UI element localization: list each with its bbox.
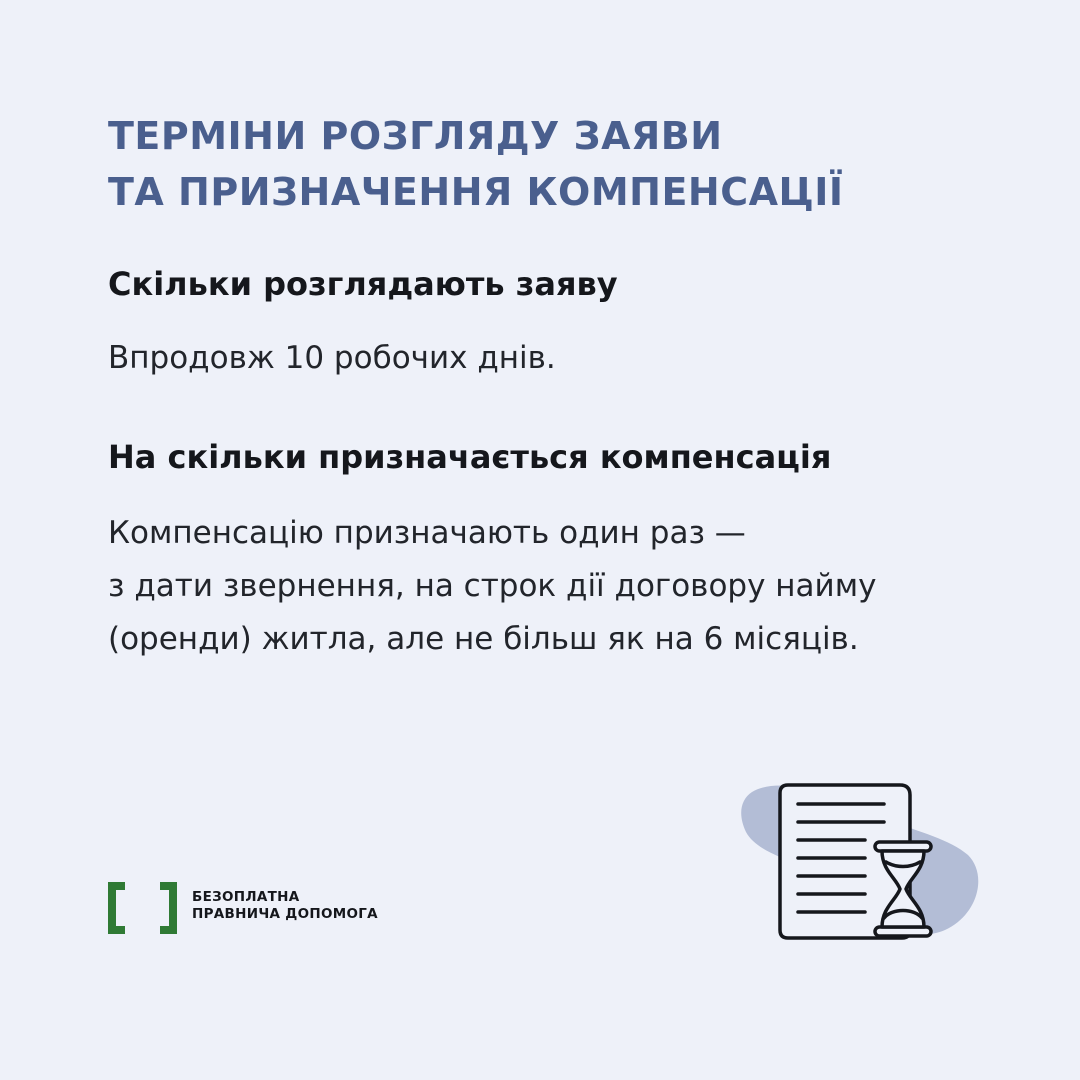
- free-legal-aid-logo: [108, 882, 408, 934]
- section-text-compensation-period: [108, 507, 876, 666]
- text-line: Компенсацію призначають один раз —: [108, 515, 746, 551]
- page-title: [108, 108, 988, 220]
- document-hourglass-illustration: [730, 770, 990, 960]
- text-line: з дати звернення, на строк дії договору найму: [108, 568, 877, 604]
- section-heading-review-time: Скільки розглядають заяву: [108, 265, 618, 303]
- section-text-review-time: [108, 332, 556, 385]
- logo-text-line-2: ПРАВНИЧА ДОПОМОГА: [192, 906, 378, 922]
- logo-bracket-left-icon: [108, 882, 125, 934]
- text-line: Впродовж 10 робочих днів.: [108, 340, 556, 376]
- section-heading-compensation-period: На скільки призначається компенсація: [108, 438, 832, 476]
- title-line-1: ТЕРМІНИ РОЗГЛЯДУ ЗАЯВИ: [108, 114, 723, 158]
- logo-bracket-right-icon: [160, 882, 177, 934]
- title-line-2: ТА ПРИЗНАЧЕННЯ КОМПЕНСАЦІЇ: [108, 170, 844, 214]
- text-line: (оренди) житла, але не більш як на 6 місяців.: [108, 621, 859, 657]
- logo-text-line-1: БЕЗОПЛАТНА: [192, 889, 300, 905]
- logo-text: [192, 889, 378, 923]
